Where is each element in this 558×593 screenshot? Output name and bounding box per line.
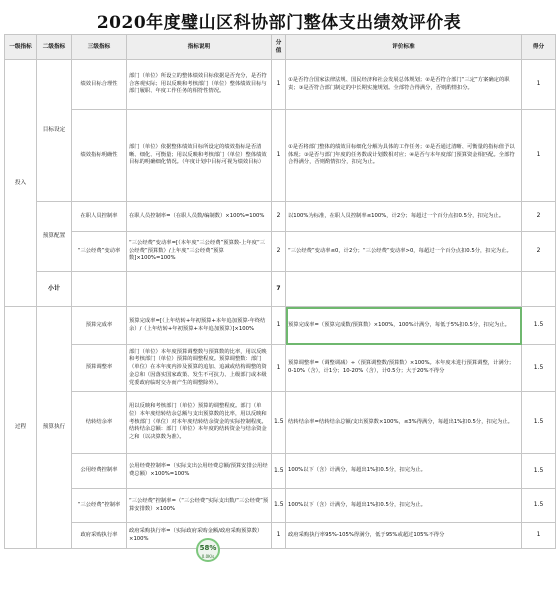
empty-cell[interactable]	[286, 272, 522, 307]
indicator-name[interactable]: 结转结余率	[72, 392, 127, 454]
table-row	[5, 60, 556, 110]
network-speed-badge[interactable]	[196, 538, 220, 562]
subtotal-row	[5, 272, 556, 307]
table-row	[5, 454, 556, 489]
indicator-standard[interactable]: ①是否将部门整体的绩效目标细化分解为具体的工作任务；②是否通过清晰、可衡量的指标值予以体现；③是否与部门年度的任务数或计划数相对应；④是否与本年度部门预算资金相匹配。全部符合得满分，否则酌情扣分，扣完为止。	[286, 110, 522, 202]
indicator-desc[interactable]: 预算完成率=[（上年结转+年初预算+本年追加预算-年终结余）/（上年结转+年初预算+本年追加预算）]×100%	[127, 307, 272, 345]
indicator-standard[interactable]: ①是否符合国家法律法规、国民经济和社会发展总体规划；②是否符合部门“三定”方案确定的职责；③是否符合部门制定的中长期实施规划。全部符合得满分，否则酌情扣分。	[286, 60, 522, 110]
header-cell[interactable]: 三级指标	[72, 35, 127, 60]
indicator-got[interactable]: 1.5	[522, 392, 556, 454]
indicator-standard[interactable]: 预算调整率=（调整调减）÷（预算调整数/预算数）×100%。本年度未进行预算调整，计满分；0-10%（含），计1分；10-20%（含），计0.5分；大于20%不得分	[286, 345, 522, 392]
indicator-standard[interactable]: 100%以下（含）计满分，每超出1%扣0.5分，扣完为止。	[286, 489, 522, 523]
indicator-desc[interactable]: 部门（单位）本年度预算调整数与预算数的比率，用以反映和考核部门（单位）预算的调整程度。预算调整数：部门（单位）在本年度内涉及预算的追加、追减或结构调整的资金总和（因落实国家政策、发生不可抗力、上级部门或本级党委政府临时交办而产生的调整除外）。	[127, 345, 272, 392]
indicator-got[interactable]: 1	[522, 523, 556, 549]
empty-cell[interactable]	[72, 272, 127, 307]
indicator-desc[interactable]: 部门（单位）依据整体绩效目标所设定的绩效指标是否清晰、细化、可衡量；用以反映和考核部门（单位）整体绩效目标的明确细化情况。（年度计划中目标可视为绩效目标）	[127, 110, 272, 202]
header-cell[interactable]: 一级指标	[5, 35, 37, 60]
table-row	[5, 307, 556, 345]
indicator-desc[interactable]: 公用经费控制率=（实际支出公用经费总额/预算安排公用经费总额）×100%=100%	[127, 454, 272, 489]
table-row	[5, 202, 556, 232]
table-row	[5, 345, 556, 392]
indicator-standard[interactable]: “三公经费”变动率≤0，计2分；“三公经费”变动率>0，每超过一个百分点扣0.5分，扣完为止。	[286, 232, 522, 272]
indicator-standard[interactable]: 政府采购执行率95%-105%得满分，低于95%或超过105%不得分	[286, 523, 522, 549]
indicator-name[interactable]: “三公经费”变动率	[72, 232, 127, 272]
indicator-standard[interactable]: 结转结余率=结转结余总额/支出预算数×100%，≤3%得满分，每超出1%扣0.5分，扣完为止。	[286, 392, 522, 454]
empty-cell[interactable]	[127, 272, 272, 307]
level2-cell[interactable]: 预算配置	[37, 202, 72, 272]
indicator-got[interactable]: 1	[522, 110, 556, 202]
table-row	[5, 523, 556, 549]
badge-speed: 0.0K/s	[201, 554, 215, 559]
indicator-score[interactable]: 1.5	[272, 489, 286, 523]
table-row	[5, 110, 556, 202]
header-cell[interactable]: 得分	[522, 35, 556, 60]
indicator-name[interactable]: “三公经费”控制率	[72, 489, 127, 523]
indicator-desc[interactable]: 部门（单位）所设立的整体绩效目标依据是否充分，是否符合客观实际；用以反映和考核部门（单位）整体绩效目标与部门履职、年度工作任务的相符性情况。	[127, 60, 272, 110]
indicator-standard-selected[interactable]: 预算完成率=（预算完成数/预算数）×100%，100%计满分，每低于5%扣0.5分，扣完为止。	[286, 307, 522, 345]
indicator-score[interactable]: 2	[272, 232, 286, 272]
header-row	[5, 35, 556, 60]
subtotal-label[interactable]: 小计	[37, 272, 72, 307]
indicator-got[interactable]: 1.5	[522, 345, 556, 392]
indicator-desc[interactable]: 政府采购执行率=（实际政府采购金额/政府采购预算数）×100%	[127, 523, 272, 549]
indicator-score[interactable]: 1	[272, 60, 286, 110]
indicator-got[interactable]: 1	[522, 60, 556, 110]
indicator-name[interactable]: 在职人员控制率	[72, 202, 127, 232]
indicator-name[interactable]: 政府采购执行率	[72, 523, 127, 549]
indicator-got[interactable]: 2	[522, 232, 556, 272]
table-row	[5, 489, 556, 523]
indicator-standard[interactable]: 以100%为标准，在职人员控制率≤100%，计2分；每超过一个百分点扣0.5分，扣完为止。	[286, 202, 522, 232]
indicator-name[interactable]: 预算完成率	[72, 307, 127, 345]
indicator-desc[interactable]: 用以反映和考核部门（单位）预算的调整程度。部门（单位）本年度结转结余总额与支出预算数的比率，用以反映和考核部门（单位）对本年度结转结余资金的实际控制程度。结转结余总额：部门（单位）本年度的结转资金与结余资金之和（以决算数为准）。	[127, 392, 272, 454]
evaluation-table	[4, 34, 556, 549]
indicator-got[interactable]: 1.5	[522, 489, 556, 523]
level2-cell[interactable]: 预算执行	[37, 307, 72, 549]
indicator-desc[interactable]: 在职人员控制率=（在职人员数/编制数）×100%=100%	[127, 202, 272, 232]
level1-cell[interactable]: 过程	[5, 307, 37, 549]
header-cell[interactable]: 评价标准	[286, 35, 522, 60]
page-title: 2020年度璧山区科协部门整体支出绩效评价表	[96, 13, 462, 33]
indicator-name[interactable]: 绩效指标明确性	[72, 110, 127, 202]
header-cell[interactable]: 分值	[272, 35, 286, 60]
indicator-name[interactable]: 预算调整率	[72, 345, 127, 392]
table-row	[5, 232, 556, 272]
indicator-got[interactable]: 1.5	[522, 454, 556, 489]
indicator-name[interactable]: 绩效目标合理性	[72, 60, 127, 110]
header-cell[interactable]: 二级指标	[37, 35, 72, 60]
indicator-standard[interactable]: 100%以下（含）计满分，每超出1%扣0.5分，扣完为止。	[286, 454, 522, 489]
indicator-desc[interactable]: “三公经费”变动率=[（本年度“三公经费”预算数-上年度“三公经费”预算数）/上年度“三公经费”预算数]×100%=100%	[127, 232, 272, 272]
indicator-score[interactable]: 1.5	[272, 454, 286, 489]
indicator-desc[interactable]: “三公经费”控制率=（“三公经费”实际支出数/“三公经费”预算安排数）×100%	[127, 489, 272, 523]
table-row	[5, 392, 556, 454]
indicator-got[interactable]: 2	[522, 202, 556, 232]
indicator-score[interactable]: 1	[272, 110, 286, 202]
indicator-score[interactable]: 1	[272, 307, 286, 345]
indicator-got[interactable]: 1.5	[522, 307, 556, 345]
empty-cell[interactable]	[522, 272, 556, 307]
indicator-score[interactable]: 1	[272, 345, 286, 392]
level1-cell[interactable]: 投入	[5, 60, 37, 307]
header-cell[interactable]: 指标说明	[127, 35, 272, 60]
level2-cell[interactable]: 目标设定	[37, 60, 72, 202]
subtotal-score[interactable]: 7	[272, 272, 286, 307]
indicator-score[interactable]: 1.5	[272, 392, 286, 454]
indicator-name[interactable]: 公用经费控制率	[72, 454, 127, 489]
indicator-score[interactable]: 1	[272, 523, 286, 549]
badge-percent: 58%	[199, 544, 217, 552]
indicator-score[interactable]: 2	[272, 202, 286, 232]
